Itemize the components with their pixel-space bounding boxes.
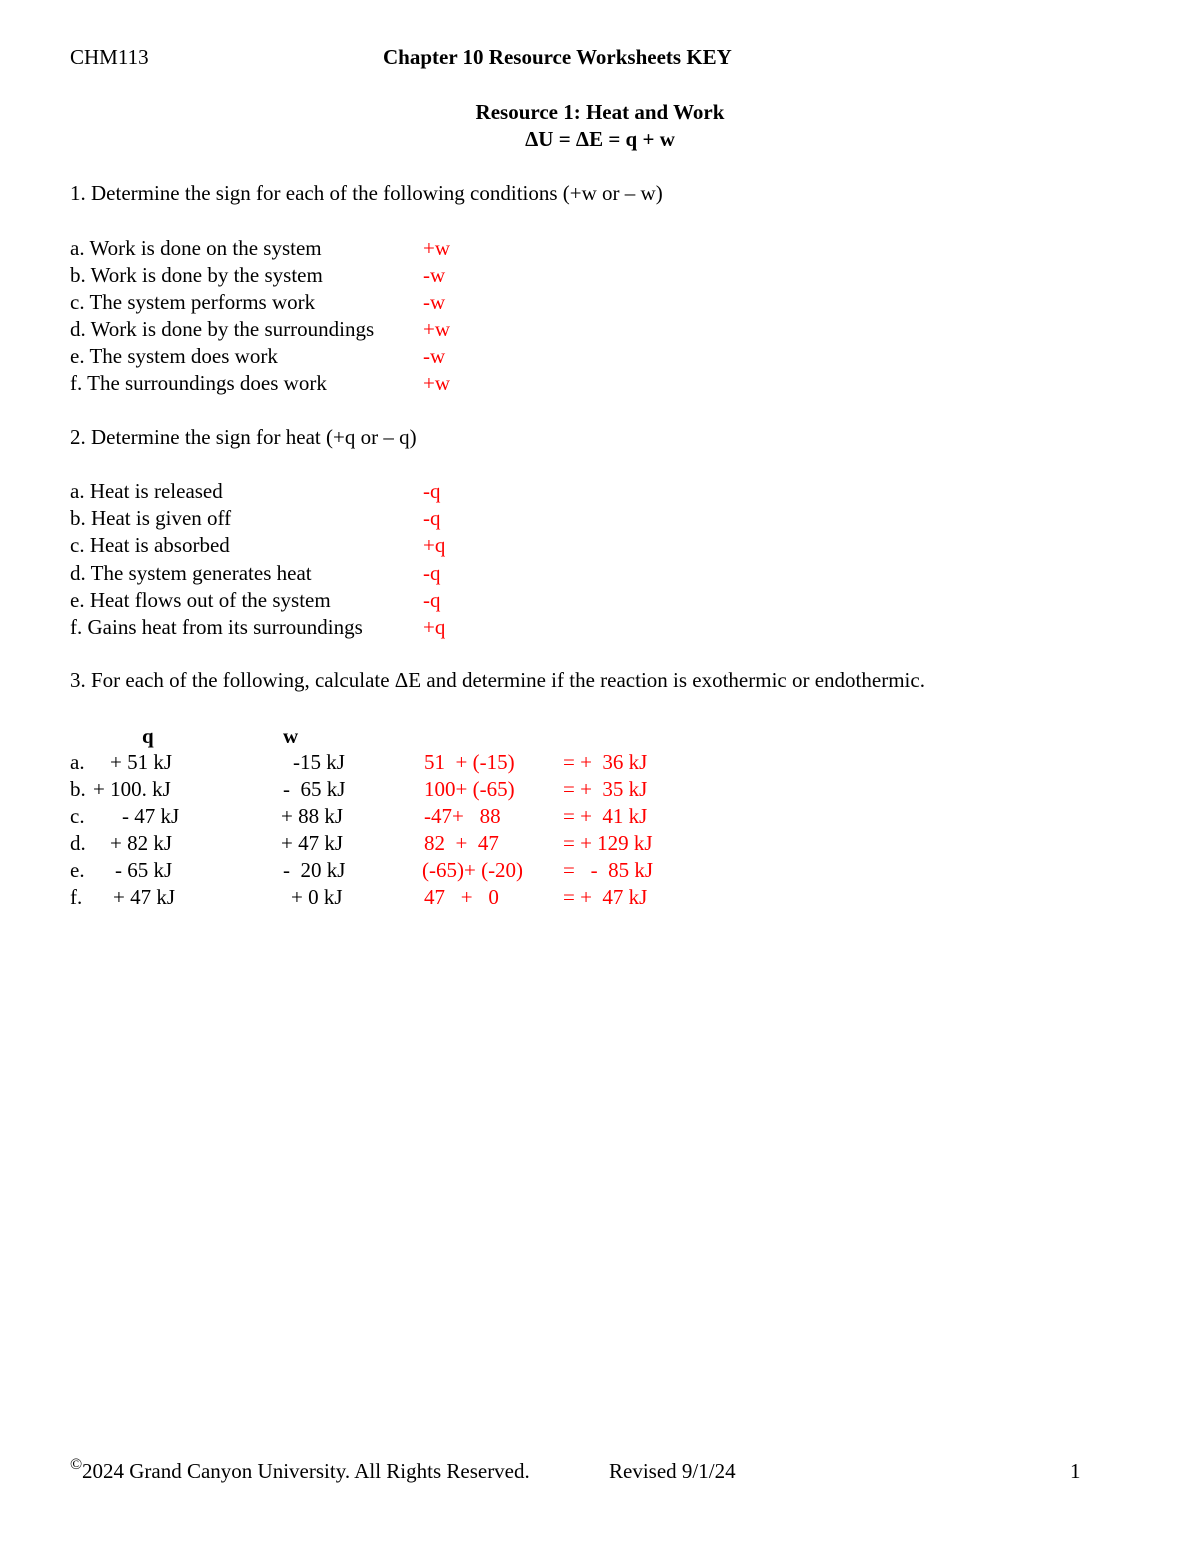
column-header-q: q	[142, 724, 154, 748]
table-row: b. + 100. kJ - 65 kJ 100+ (-65) = + 35 kJ	[70, 777, 648, 801]
table-row: f. + 47 kJ + 0 kJ 47 + 0 = + 47 kJ	[70, 885, 648, 909]
list-item: e. The system does work -w	[70, 344, 446, 368]
copyright-symbol: ©	[70, 1456, 83, 1473]
answer: -q	[423, 561, 441, 585]
course-code: CHM113	[70, 45, 149, 69]
page-number: 1	[1070, 1459, 1081, 1483]
list-item: b. Heat is given off -q	[70, 506, 441, 530]
answer: -w	[423, 344, 446, 368]
list-item: d. Work is done by the surroundings +w	[70, 317, 451, 341]
answer: +q	[423, 615, 446, 639]
list-item: e. Heat flows out of the system -q	[70, 588, 441, 612]
footer-revised: Revised 9/1/24	[609, 1459, 736, 1483]
list-item: c. Heat is absorbed +q	[70, 533, 446, 557]
list-item: c. The system performs work -w	[70, 290, 446, 314]
table-row: a. + 51 kJ -15 kJ 51 + (-15) = + 36 kJ	[70, 750, 648, 774]
answer: -q	[423, 479, 441, 503]
list-item: b. Work is done by the system -w	[70, 263, 446, 287]
list-item: a. Work is done on the system +w	[70, 236, 451, 260]
question-1-prompt: 1. Determine the sign for each of the following conditions (+w or – w)	[70, 181, 663, 205]
footer-copyright: 2024 Grand Canyon University. All Rights Reserved.	[82, 1459, 530, 1483]
answer: +w	[423, 236, 451, 260]
resource-heading: Resource 1: Heat and Work	[475, 100, 725, 124]
table-row: e. - 65 kJ - 20 kJ (-65)+ (-20) = - 85 kJ	[70, 858, 654, 882]
answer: -q	[423, 506, 441, 530]
table-row: c. - 47 kJ + 88 kJ -47+ 88 = + 41 kJ	[70, 804, 648, 828]
list-item: a. Heat is released -q	[70, 479, 441, 503]
answer: +q	[423, 533, 446, 557]
answer: -w	[423, 290, 446, 314]
list-item: f. The surroundings does work +w	[70, 371, 451, 395]
question-3-prompt: 3. For each of the following, calculate ΔE and determine if the reaction is exothermic or endothermic.	[70, 668, 925, 692]
answer: -q	[423, 588, 441, 612]
answer: -w	[423, 263, 446, 287]
column-header-w: w	[283, 724, 299, 748]
question-2-prompt: 2. Determine the sign for heat (+q or – q)	[70, 425, 417, 449]
answer: +w	[423, 317, 451, 341]
answer: +w	[423, 371, 451, 395]
resource-equation: ΔU = ΔE = q + w	[525, 127, 675, 151]
table-row: d. + 82 kJ + 47 kJ 82 + 47 = + 129 kJ	[70, 831, 653, 855]
list-item: f. Gains heat from its surroundings +q	[70, 615, 446, 639]
list-item: d. The system generates heat -q	[70, 561, 441, 585]
page-title: Chapter 10 Resource Worksheets KEY	[383, 45, 732, 69]
